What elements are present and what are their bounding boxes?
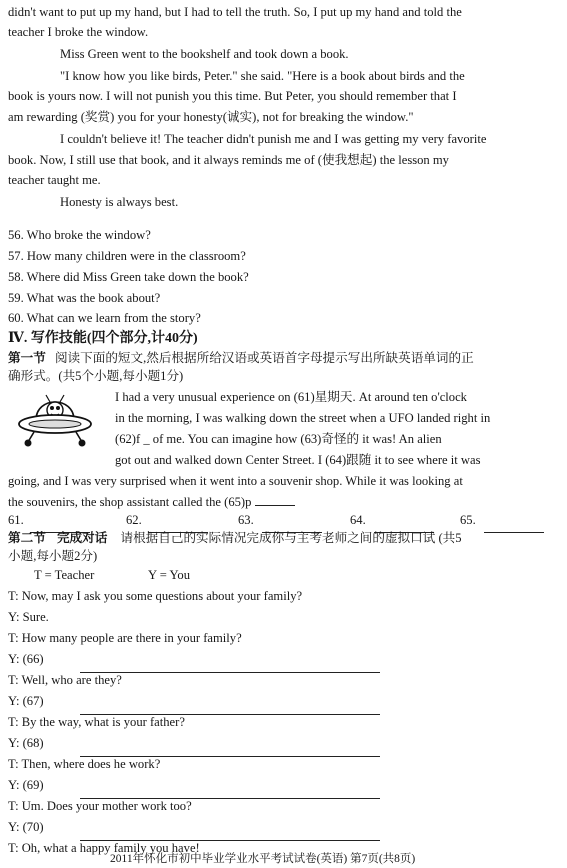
story-line: I couldn't believe it! The teacher didn't punish me and I was getting my very favorite (60, 132, 487, 146)
dialogue-line: Y: (66) (8, 652, 44, 666)
section1-text-cont: 确形式。(共5个小题,每小题1分) (8, 369, 184, 383)
page-footer: 2011年怀化市初中毕业学业水平考试试卷(英语) 第7页(共8页) (110, 853, 416, 865)
section1-text: 阅读下面的短文,然后根据所给汉语或英语首字母提示写出所缺英语单词的正 (54, 351, 474, 365)
story-line: am rewarding (奖赏) you for your honesty(诚实), not for breaking the window." (8, 110, 414, 124)
dialogue-line: T: Then, where does he work? (8, 757, 161, 771)
section2-title: 完成对话 (56, 531, 108, 545)
dialogue-line: T: Um. Does your mother work too? (8, 799, 192, 813)
section1-instruction (8, 350, 474, 367)
dialogue-line: T: Well, who are they? (8, 673, 122, 687)
answer-blank-65[interactable] (255, 493, 295, 506)
role-key-you: Y = You (148, 568, 190, 582)
answer-label: 61. (8, 513, 24, 527)
cloze-line: got out and walked down Center Street. I (64)跟随 it to see where it was (115, 453, 481, 467)
question-item: 58. Where did Miss Green take down the book? (8, 270, 249, 284)
answer-label: 64. (350, 513, 366, 527)
dialogue-line: Y: Sure. (8, 610, 49, 624)
answer-blank-66[interactable] (80, 660, 380, 673)
dialogue-line: T: How many people are there in your family? (8, 631, 242, 645)
question-item: 59. What was the book about? (8, 291, 161, 305)
question-item: 60. What can we learn from the story? (8, 311, 201, 325)
story-line: Honesty is always best. (60, 195, 179, 209)
story-line: teacher I broke the window. (8, 25, 149, 39)
cloze-line-text: the souvenirs, the shop assistant called the (65)p (8, 495, 252, 509)
dialogue-line: Y: (70) (8, 820, 44, 834)
dialogue-line: T: By the way, what is your father? (8, 715, 185, 729)
story-line: book. Now, I still use that book, and it always reminds me of (使我想起) the lesson my (8, 153, 449, 167)
cloze-line: going, and I was very surprised when it went into a souvenir shop. While it was looking at (8, 474, 463, 488)
section2-text-cont: 小题,每小题2分) (8, 549, 98, 563)
part-heading: Ⅳ. 写作技能(四个部分,计40分) (8, 331, 198, 346)
story-line: "I know how you like birds, Peter." she said. "Here is a book about birds and the (60, 69, 465, 83)
section2-label: 第二节 (8, 531, 46, 545)
dialogue-line: Y: (67) (8, 694, 44, 708)
answer-label: 62. (126, 513, 142, 527)
question-item: 56. Who broke the window? (8, 228, 151, 242)
role-key-teacher: T = Teacher (34, 568, 95, 582)
answer-label: 65. (460, 513, 476, 527)
section2-instruction (8, 530, 462, 547)
story-line: book is yours now. I will not punish you this time. But Peter, you should remember that I (8, 89, 457, 103)
dialogue-line: T: Now, may I ask you some questions about your family? (8, 589, 303, 603)
section1-label: 第一节 (8, 351, 46, 365)
cloze-line: (62)f _ of me. You can imagine how (63)奇怪的 it was! An alien (115, 432, 442, 446)
ufo-illustration (14, 386, 96, 448)
cloze-line: I had a very unusual experience on (61)星期天. At around ten o'clock (115, 390, 467, 404)
question-item: 57. How many children were in the classroom? (8, 249, 246, 263)
dialogue-line: Y: (69) (8, 778, 44, 792)
answer-blank-65b[interactable] (484, 520, 544, 533)
dialogue-line: T: Oh, what a happy family you have! (8, 841, 200, 855)
cloze-line: in the morning, I was walking down the street when a UFO landed right in (115, 411, 491, 425)
section2-text: 请根据自己的实际情况完成你与主考老师之间的虚拟口试 (共5 (120, 531, 462, 545)
cloze-line (8, 493, 295, 511)
answer-label: 63. (238, 513, 254, 527)
story-line: teacher taught me. (8, 173, 101, 187)
dialogue-line: Y: (68) (8, 736, 44, 750)
story-line: Miss Green went to the bookshelf and took down a book. (60, 47, 349, 61)
story-line: didn't want to put up my hand, but I had to tell the truth. So, I put up my hand and told the (8, 5, 462, 19)
